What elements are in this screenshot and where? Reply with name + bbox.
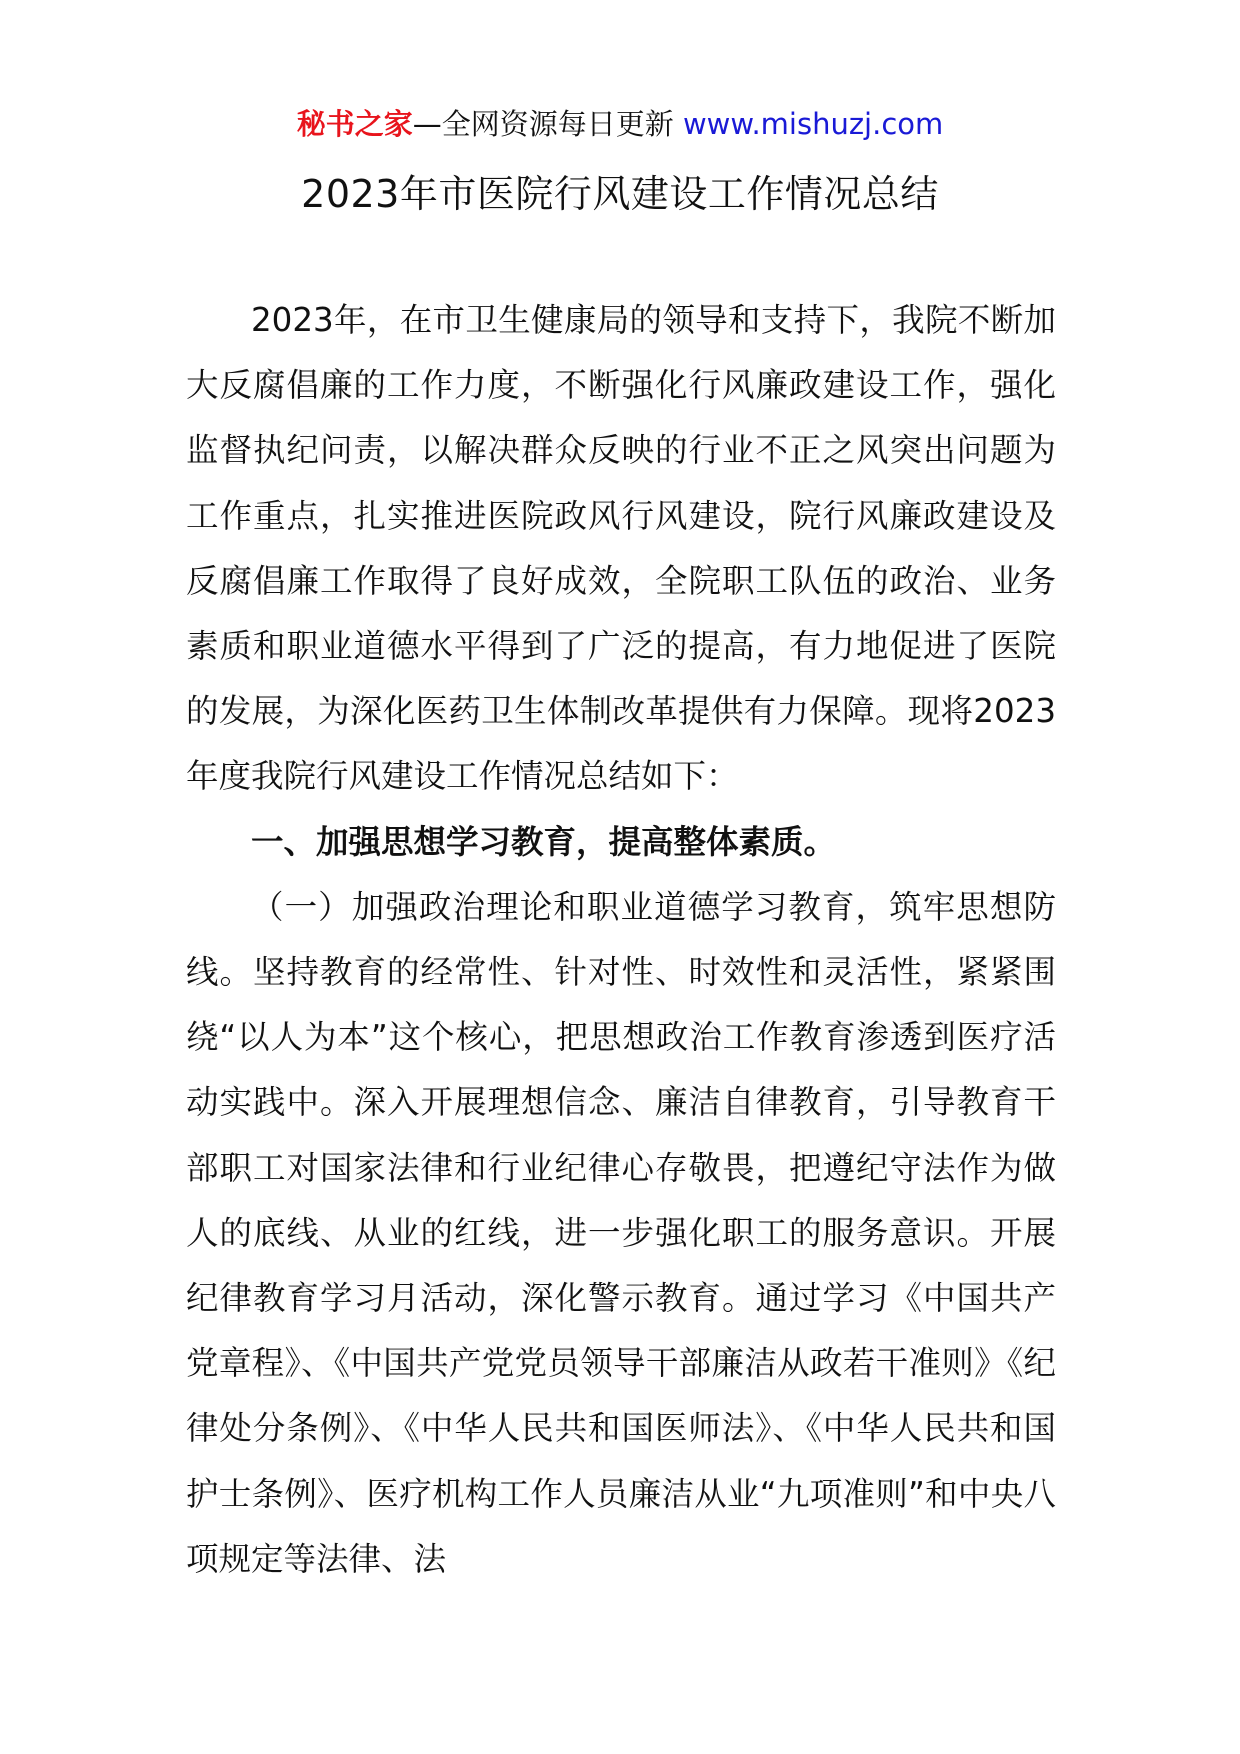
site-tagline: —全网资源每日更新 bbox=[412, 107, 674, 141]
site-brand: 秘书之家 bbox=[296, 107, 413, 141]
site-url-link[interactable]: www.mishuzj.com bbox=[682, 107, 944, 141]
site-banner bbox=[0, 104, 1240, 144]
section-heading-1: 一、加强思想学习教育，提高整体素质。 bbox=[251, 822, 837, 861]
intro-paragraph: 2023年，在市卫生健康局的领导和支持下，我院不断加大反腐倡廉的工作力度，不断强化行风廉政建设工作，强化监督执纪问责，以解决群众反映的行业不正之风突出问题为工作重点，扎实推进医院政风行风建设，院行风廉政建设及反腐倡廉工作取得了良好成效，全院职工队伍的政治、业务素质和职业道德水平得到了广泛的提高，有力地促进了医院的发展，为深化医药卫生体制改革提供有力保障。现将2023年度我院行风建设工作情况总结如下： bbox=[186, 301, 1056, 796]
subsection-paragraph-1: （一）加强政治理论和职业道德学习教育，筑牢思想防线。坚持教育的经常性、针对性、时效性和灵活性，紧紧围绕“以人为本”这个核心，把思想政治工作教育渗透到医疗活动实践中。深入开展理想信念、廉洁自律教育，引导教育干部职工对国家法律和行业纪律心存敬畏，把遵纪守法作为做人的底线、从业的红线，进一步强化职工的服务意识。开展纪律教育学习月活动，深化警示教育。通过学习《中国共产党章程》、《中国共产党党员领导干部廉洁从政若干准则》《纪律处分条例》、《中华人民共和国医师法》、《中华人民共和国护士条例》、医疗机构工作人员廉洁从业“九项准则”和中央八项规定等法律、法 bbox=[186, 887, 1056, 1578]
document-title: 2023年市医院行风建设工作情况总结 bbox=[301, 172, 939, 216]
document-body bbox=[186, 288, 1056, 1592]
